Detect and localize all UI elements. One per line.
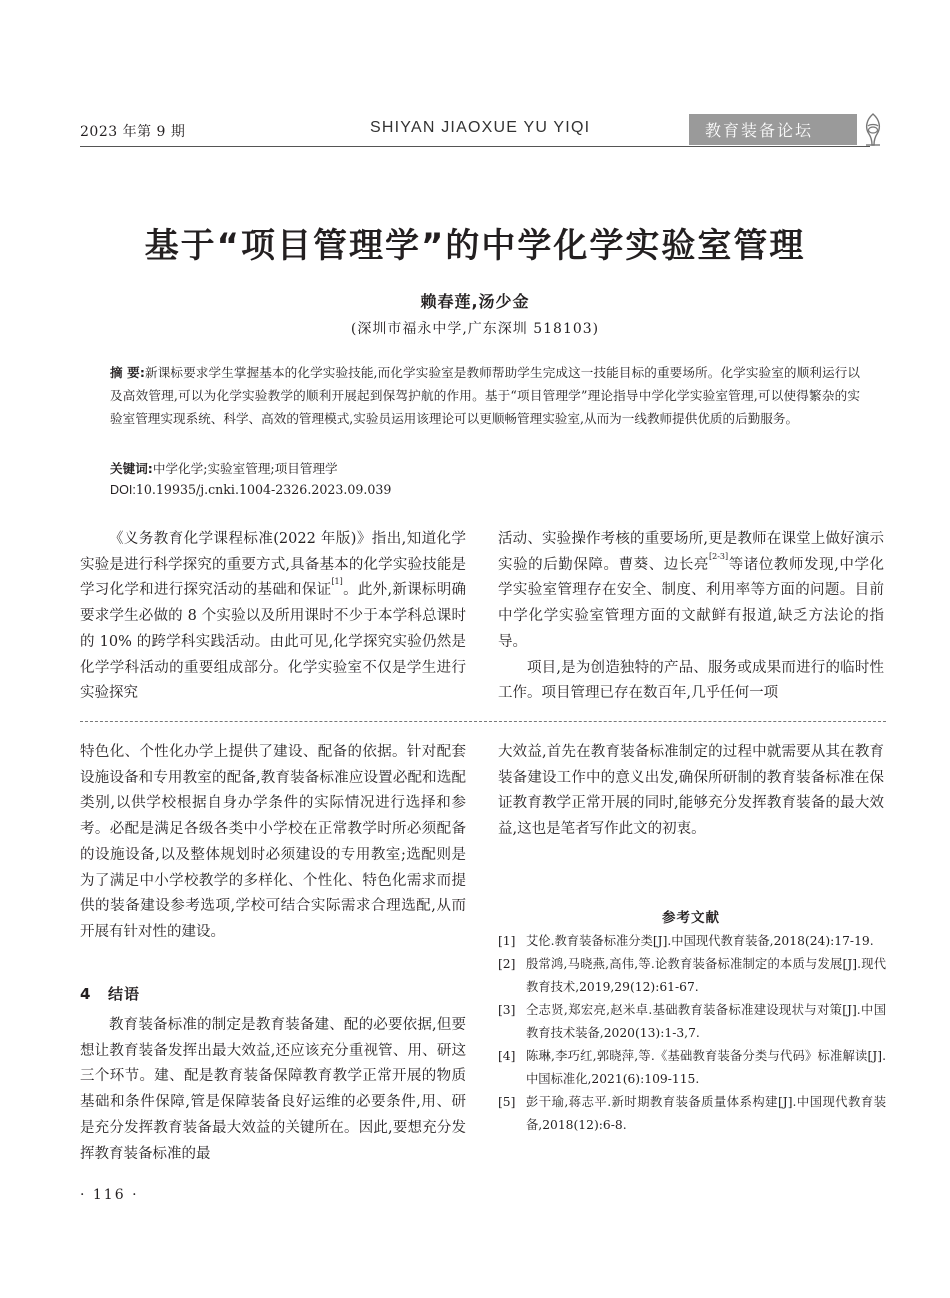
column-tag-label: 教育装备论坛 (705, 121, 814, 140)
reference-number: [3] (498, 1003, 516, 1017)
top-left-column (80, 527, 466, 707)
article-affiliation: (深圳市福永中学,广东深圳 518103) (350, 321, 600, 337)
doi-value: 10.19935/j.cnki.1004-2326.2023.09.039 (135, 482, 392, 497)
page-number: · 116 · (80, 1187, 139, 1203)
abstract (110, 361, 860, 430)
reference-text: 殷常鸿,马晓燕,高伟,等.论教育装备标准制定的本质与发展[J].现代教育技术,2019,29(12):61-67. (526, 957, 886, 994)
keywords-label: 关键词: (110, 461, 153, 476)
reference-number: [1] (498, 934, 516, 948)
keywords-text: 中学化学;实验室管理;项目管理学 (152, 461, 338, 476)
paragraph (498, 527, 884, 656)
abstract-label: 摘 要: (110, 365, 145, 380)
keywords (110, 458, 338, 477)
abstract-text: 新课标要求学生掌握基本的化学实验技能,而化学实验室是教师帮助学生完成这一技能目标的重要场所。化学实验室的顺利运行以及高效管理,可以为化学实验教学的顺利开展起到保驾护航的作用。基于“项目管理学”理论指导中学化学实验室管理,可以使得繁杂的实验室管理实现系统、科学、高效的管理模式,实验员运用该理论可以更顺畅管理实验室,从而为一线教师提供优质的后勤服务。 (110, 365, 860, 426)
article-title: 基于“项目管理学”的中学化学实验室管理 (144, 226, 806, 266)
section-title: 结语 (108, 985, 141, 1003)
doi (110, 482, 391, 497)
paragraph: 教育装备标准的制定是教育装备建、配的必要依据,但要想让教育装备发挥出最大效益,还应该充分重视管、用、研这三个环节。建、配是教育装备保障教育教学正常开展的物质基础和条件保障,管是保障装备良好运维的必要条件,用、研是充分发挥教育装备最大效益的关键所在。因此,要想充分发挥教育装备标准的最 (80, 1017, 466, 1162)
reference-number: [5] (498, 1095, 516, 1109)
reference-item (498, 930, 886, 953)
reference-text: 陈琳,李巧红,郭晓萍,等.《基础教育装备分类与代码》标准解读[J].中国标准化,2021(6):109-115. (526, 1049, 886, 1086)
reference-item (498, 999, 886, 1045)
reference-item (498, 953, 886, 999)
header-rule (80, 146, 870, 147)
section-number: 4 (80, 985, 92, 1003)
paragraph-text: 等诸位教师发现,中学化学实验室管理存在安全、制度、利用率等方面的问题。目前中学化学实验室管理方面的文献鲜有报道,缺乏方法论的指导。 (498, 556, 885, 650)
reference-text: 彭干瑜,蒋志平.新时期教育装备质量体系构建[J].中国现代教育装备,2018(12):6-8. (526, 1095, 886, 1132)
references-title: 参考文献 (662, 910, 720, 926)
top-right-column (498, 527, 884, 707)
reference-number: [4] (498, 1049, 516, 1063)
paragraph-text: 活动、实验操作考核的重要场所,更是教师在课堂上做好演示实验的后勤保障。曹葵、边长亮 (498, 531, 884, 573)
paragraph-text: 。此外,新课标明确要求学生必做的 8 个实验以及所用课时不少于本学科总课时的 10% 的跨学科实践活动。由此可见,化学探究实验仍然是化学学科活动的重要组成部分。化学实验室不仅是学生进行实验探究 (80, 582, 467, 702)
doi-label: DOI: (110, 483, 136, 497)
reference-number: [2] (498, 957, 516, 971)
paragraph: 特色化、个性化办学上提供了建设、配备的依据。针对配套设施设备和专用教室的配备,教育装备标准应设置必配和选配类别,以供学校根据自身办学条件的实际情况进行选择和参考。必配是满足各级各类中小学校在正常教学时所必须配备的设施设备,以及整体规划时必须建设的专用教室;选配则是为了满足中小学校教学的多样化、个性化、特色化需求而提供的装备建设参考选项,学校可结合实际需求合理选配,从而开展有针对性的建设。 (80, 744, 466, 940)
journal-name: SHIYAN JIAOXUE YU YIQI (370, 119, 591, 136)
paragraph (80, 527, 466, 707)
bottom-left-column (80, 740, 466, 946)
reference-item (498, 1045, 886, 1091)
conclusion-body (80, 1013, 466, 1167)
paragraph: 大效益,首先在教育装备标准制定的过程中就需要从其在教育装备建设工作中的意义出发,确保所研制的教育装备标准在保证教育教学正常开展的同时,能够充分发挥教育装备的最大效益,这也是笔者写作此文的初衷。 (498, 744, 884, 838)
reference-text: 仝志贤,郑宏亮,赵米卓.基础教育装备标准建设现状与对策[J].中国教育技术装备,2020(13):1-3,7. (526, 1003, 886, 1040)
paragraph: 项目,是为创造独特的产品、服务或成果而进行的临时性工作。项目管理已存在数百年,几乎任何一项 (498, 659, 884, 702)
journal-logo-icon (860, 112, 886, 148)
bottom-right-column (498, 740, 884, 843)
section-heading (80, 983, 140, 1004)
references-list (498, 930, 886, 1137)
reference-item (498, 1091, 886, 1137)
issue-label: 2023 年第 9 期 (80, 124, 186, 140)
citation: [2-3] (709, 551, 729, 561)
citation: [1] (331, 577, 343, 587)
page-cut-divider (80, 721, 886, 722)
article-authors: 赖春莲,汤少金 (420, 292, 530, 311)
column-tag (689, 114, 857, 145)
reference-text: 艾伦.教育装备标准分类[J].中国现代教育装备,2018(24):17-19. (526, 934, 874, 948)
paragraph-text: 《义务教育化学课程标准(2022 年版)》指出,知道化学实验是进行科学探究的重要方式,具备基本的化学实验技能是学习化学和进行探究活动的基础和保证 (80, 531, 466, 599)
